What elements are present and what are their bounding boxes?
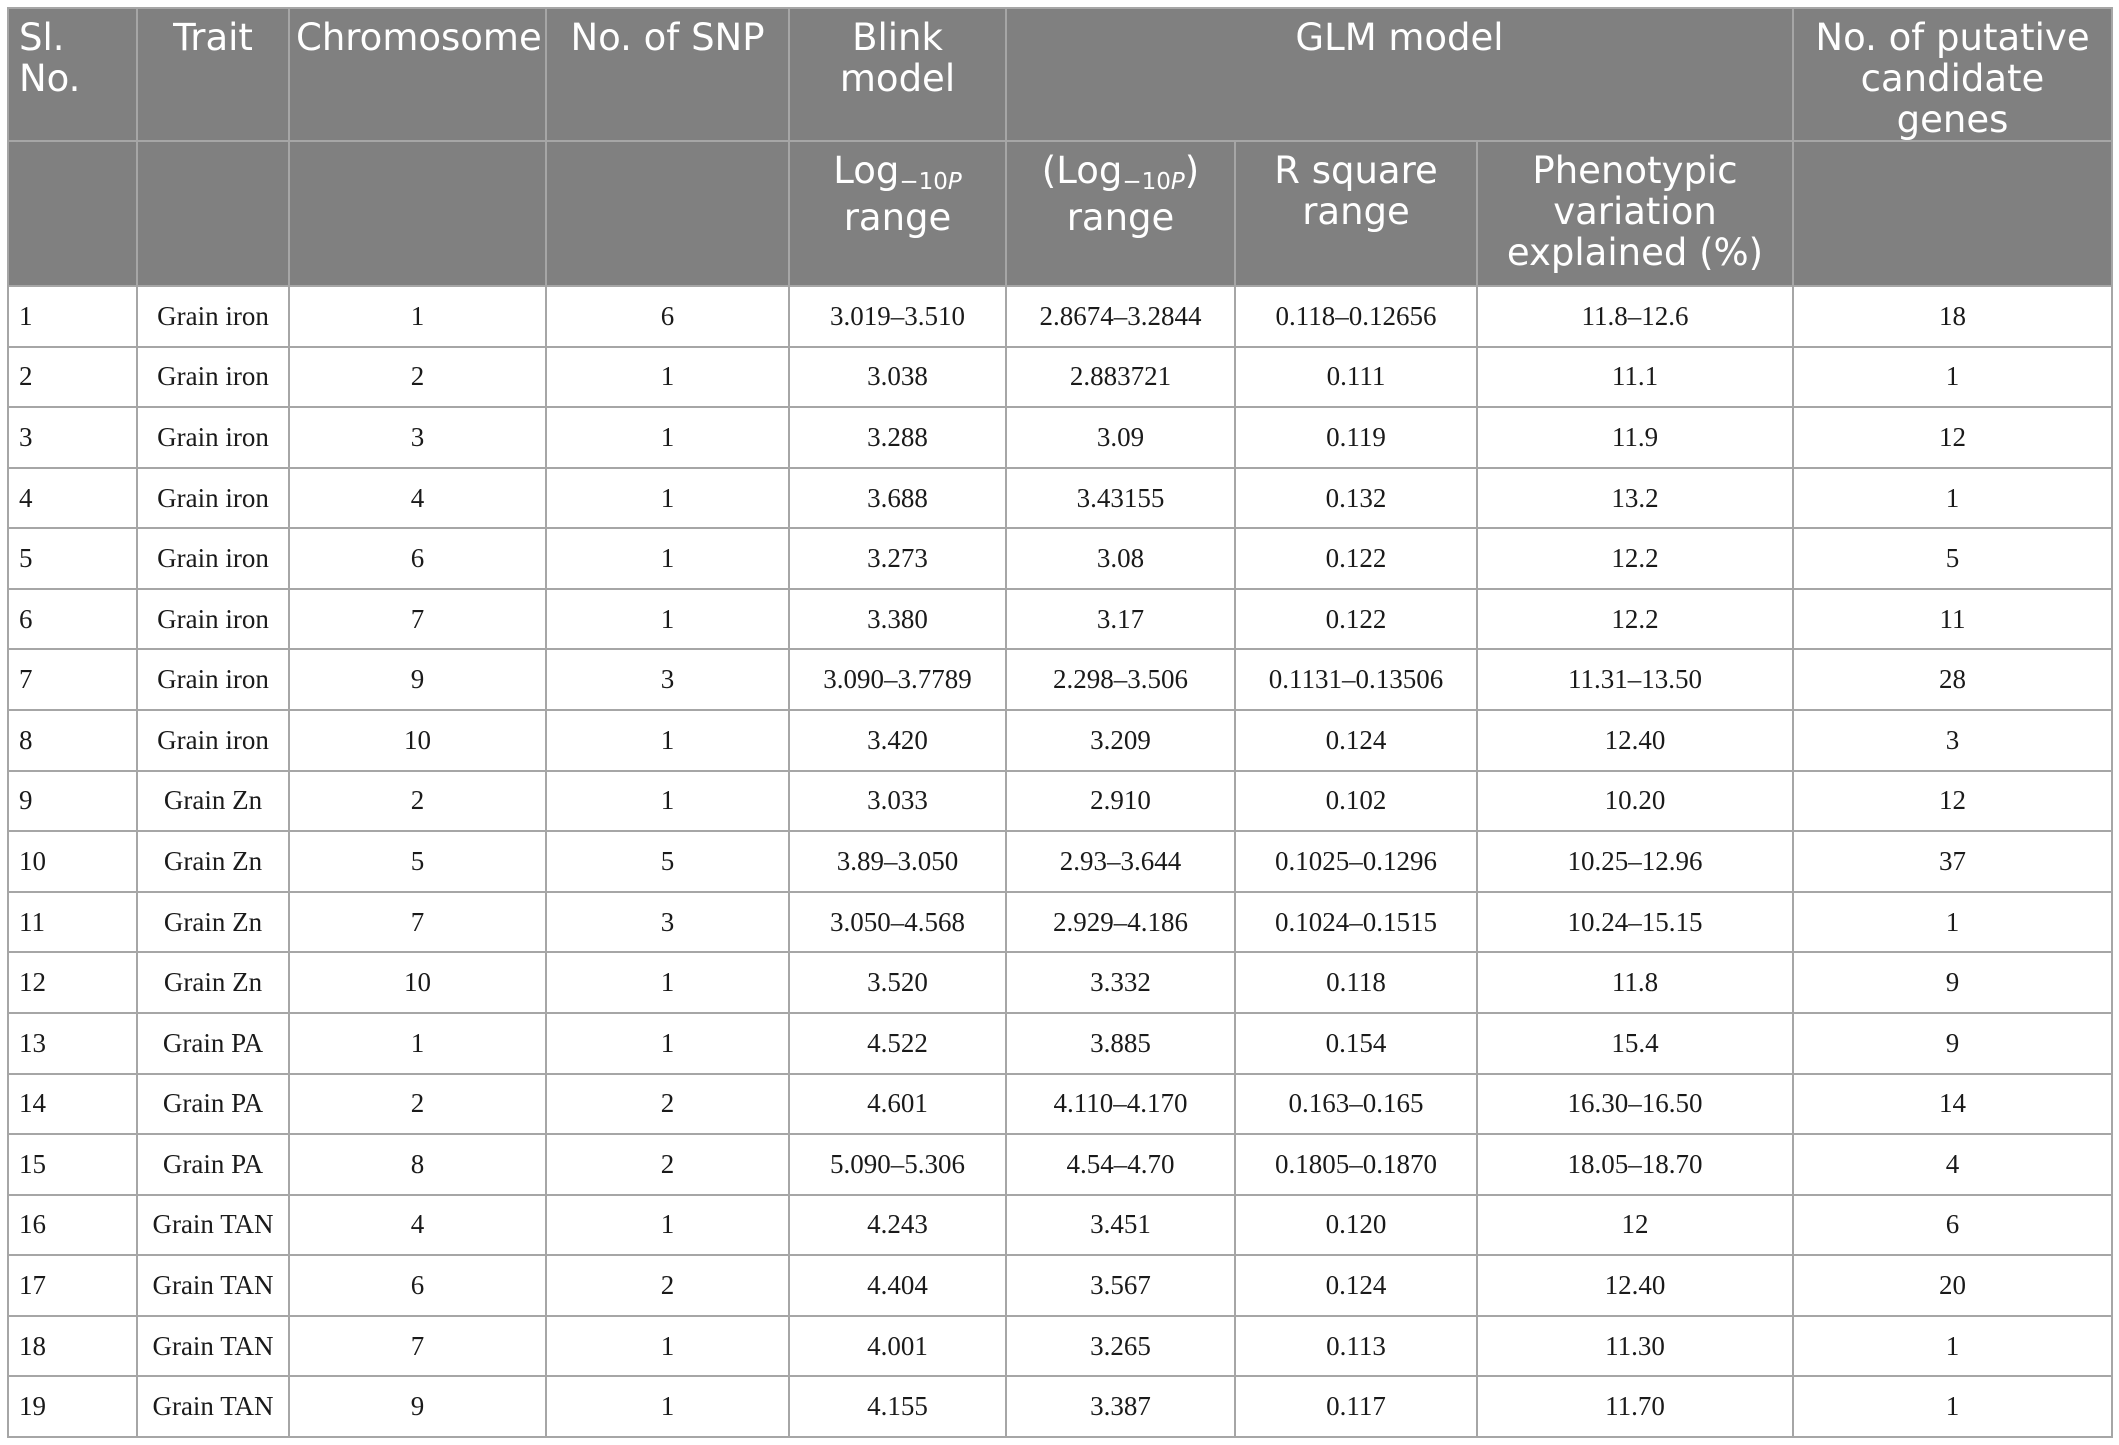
cell-blink-log-range: 3.050–4.568 bbox=[789, 892, 1006, 953]
cell-glm-log-range: 3.09 bbox=[1006, 407, 1235, 468]
cell-glm-log-range: 3.387 bbox=[1006, 1376, 1235, 1437]
cell-phenotypic-variation: 11.1 bbox=[1477, 347, 1793, 408]
blink-log-suffix: range bbox=[843, 196, 952, 239]
cell-putative-genes: 1 bbox=[1793, 1316, 2112, 1377]
header-sub-empty-3 bbox=[289, 141, 546, 286]
table-row bbox=[8, 528, 2112, 589]
cell-r-square-range: 0.154 bbox=[1235, 1013, 1477, 1074]
cell-blink-log-range: 3.288 bbox=[789, 407, 1006, 468]
cell-sl-no: 4 bbox=[8, 468, 137, 529]
table-row bbox=[8, 892, 2112, 953]
cell-sl-no: 5 bbox=[8, 528, 137, 589]
cell-trait: Grain iron bbox=[137, 347, 289, 408]
cell-no-of-snp: 6 bbox=[546, 286, 789, 347]
cell-chromosome: 9 bbox=[289, 649, 546, 710]
cell-putative-genes: 20 bbox=[1793, 1255, 2112, 1316]
table-row bbox=[8, 710, 2112, 771]
cell-trait: Grain iron bbox=[137, 528, 289, 589]
cell-putative-genes: 6 bbox=[1793, 1195, 2112, 1256]
table-row bbox=[8, 1255, 2112, 1316]
cell-sl-no: 14 bbox=[8, 1074, 137, 1135]
cell-r-square-range: 0.1805–0.1870 bbox=[1235, 1134, 1477, 1195]
cell-chromosome: 7 bbox=[289, 589, 546, 650]
cell-glm-log-range: 2.929–4.186 bbox=[1006, 892, 1235, 953]
cell-no-of-snp: 2 bbox=[546, 1074, 789, 1135]
cell-r-square-range: 0.118 bbox=[1235, 952, 1477, 1013]
cell-no-of-snp: 2 bbox=[546, 1134, 789, 1195]
cell-phenotypic-variation: 11.9 bbox=[1477, 407, 1793, 468]
cell-putative-genes: 1 bbox=[1793, 892, 2112, 953]
cell-putative-genes: 1 bbox=[1793, 1376, 2112, 1437]
cell-phenotypic-variation: 12.40 bbox=[1477, 1255, 1793, 1316]
cell-chromosome: 1 bbox=[289, 1013, 546, 1074]
cell-glm-log-range: 3.265 bbox=[1006, 1316, 1235, 1377]
cell-blink-log-range: 3.090–3.7789 bbox=[789, 649, 1006, 710]
cell-trait: Grain TAN bbox=[137, 1195, 289, 1256]
cell-r-square-range: 0.122 bbox=[1235, 528, 1477, 589]
table-row bbox=[8, 407, 2112, 468]
cell-sl-no: 9 bbox=[8, 771, 137, 832]
cell-sl-no: 10 bbox=[8, 831, 137, 892]
header-blink-log-range bbox=[789, 141, 1006, 286]
cell-sl-no: 17 bbox=[8, 1255, 137, 1316]
cell-blink-log-range: 3.273 bbox=[789, 528, 1006, 589]
cell-putative-genes: 18 bbox=[1793, 286, 2112, 347]
header-row-2 bbox=[8, 141, 2112, 286]
cell-r-square-range: 0.124 bbox=[1235, 1255, 1477, 1316]
blink-log-prefix: Log bbox=[833, 149, 900, 192]
cell-trait: Grain Zn bbox=[137, 952, 289, 1013]
cell-chromosome: 10 bbox=[289, 952, 546, 1013]
header-r-square-range: R square range bbox=[1235, 141, 1477, 286]
glm-log-prefix: (Log bbox=[1041, 149, 1123, 192]
cell-glm-log-range: 2.910 bbox=[1006, 771, 1235, 832]
header-trait: Trait bbox=[137, 8, 289, 141]
cell-phenotypic-variation: 12.2 bbox=[1477, 528, 1793, 589]
cell-glm-log-range: 3.885 bbox=[1006, 1013, 1235, 1074]
cell-chromosome: 7 bbox=[289, 892, 546, 953]
cell-chromosome: 6 bbox=[289, 528, 546, 589]
cell-r-square-range: 0.113 bbox=[1235, 1316, 1477, 1377]
table-body bbox=[8, 286, 2112, 1437]
cell-glm-log-range: 3.209 bbox=[1006, 710, 1235, 771]
header-row-1 bbox=[8, 8, 2112, 141]
cell-no-of-snp: 3 bbox=[546, 892, 789, 953]
header-sub-empty-9 bbox=[1793, 141, 2112, 286]
cell-blink-log-range: 4.522 bbox=[789, 1013, 1006, 1074]
gwas-results-table bbox=[7, 7, 2113, 1438]
cell-r-square-range: 0.118–0.12656 bbox=[1235, 286, 1477, 347]
cell-trait: Grain iron bbox=[137, 649, 289, 710]
cell-chromosome: 4 bbox=[289, 1195, 546, 1256]
cell-no-of-snp: 3 bbox=[546, 649, 789, 710]
table-header bbox=[8, 8, 2112, 286]
cell-phenotypic-variation: 16.30–16.50 bbox=[1477, 1074, 1793, 1135]
cell-sl-no: 19 bbox=[8, 1376, 137, 1437]
table-row bbox=[8, 589, 2112, 650]
table-row bbox=[8, 831, 2112, 892]
cell-chromosome: 1 bbox=[289, 286, 546, 347]
cell-trait: Grain Zn bbox=[137, 892, 289, 953]
cell-blink-log-range: 4.155 bbox=[789, 1376, 1006, 1437]
cell-trait: Grain PA bbox=[137, 1134, 289, 1195]
cell-blink-log-range: 3.033 bbox=[789, 771, 1006, 832]
cell-no-of-snp: 1 bbox=[546, 1013, 789, 1074]
cell-phenotypic-variation: 10.20 bbox=[1477, 771, 1793, 832]
cell-phenotypic-variation: 10.25–12.96 bbox=[1477, 831, 1793, 892]
header-glm-model: GLM model bbox=[1006, 8, 1793, 141]
cell-blink-log-range: 4.601 bbox=[789, 1074, 1006, 1135]
table-row bbox=[8, 468, 2112, 529]
cell-sl-no: 3 bbox=[8, 407, 137, 468]
cell-putative-genes: 9 bbox=[1793, 1013, 2112, 1074]
cell-no-of-snp: 1 bbox=[546, 1195, 789, 1256]
cell-blink-log-range: 3.038 bbox=[789, 347, 1006, 408]
table-row bbox=[8, 1376, 2112, 1437]
cell-glm-log-range: 2.883721 bbox=[1006, 347, 1235, 408]
header-chromosome: Chromosome bbox=[289, 8, 546, 141]
cell-blink-log-range: 5.090–5.306 bbox=[789, 1134, 1006, 1195]
blink-log-subscript: −10P bbox=[899, 169, 962, 195]
cell-r-square-range: 0.102 bbox=[1235, 771, 1477, 832]
cell-chromosome: 8 bbox=[289, 1134, 546, 1195]
cell-putative-genes: 12 bbox=[1793, 771, 2112, 832]
cell-no-of-snp: 1 bbox=[546, 468, 789, 529]
cell-no-of-snp: 1 bbox=[546, 589, 789, 650]
table-row bbox=[8, 771, 2112, 832]
cell-trait: Grain PA bbox=[137, 1013, 289, 1074]
cell-phenotypic-variation: 11.70 bbox=[1477, 1376, 1793, 1437]
cell-blink-log-range: 4.404 bbox=[789, 1255, 1006, 1316]
cell-sl-no: 12 bbox=[8, 952, 137, 1013]
cell-putative-genes: 28 bbox=[1793, 649, 2112, 710]
cell-sl-no: 8 bbox=[8, 710, 137, 771]
cell-chromosome: 3 bbox=[289, 407, 546, 468]
table-row bbox=[8, 1013, 2112, 1074]
cell-trait: Grain Zn bbox=[137, 831, 289, 892]
cell-putative-genes: 12 bbox=[1793, 407, 2112, 468]
header-putative-genes: No. of putative candidate genes bbox=[1793, 8, 2112, 141]
cell-no-of-snp: 1 bbox=[546, 347, 789, 408]
cell-no-of-snp: 1 bbox=[546, 1376, 789, 1437]
cell-glm-log-range: 3.43155 bbox=[1006, 468, 1235, 529]
cell-trait: Grain Zn bbox=[137, 771, 289, 832]
cell-trait: Grain iron bbox=[137, 407, 289, 468]
cell-chromosome: 4 bbox=[289, 468, 546, 529]
cell-no-of-snp: 1 bbox=[546, 528, 789, 589]
cell-no-of-snp: 1 bbox=[546, 771, 789, 832]
cell-r-square-range: 0.1025–0.1296 bbox=[1235, 831, 1477, 892]
header-no-of-snp: No. of SNP bbox=[546, 8, 789, 141]
cell-r-square-range: 0.111 bbox=[1235, 347, 1477, 408]
header-sl-no: Sl. No. bbox=[8, 8, 137, 141]
cell-sl-no: 18 bbox=[8, 1316, 137, 1377]
glm-log-suffix: range bbox=[1066, 196, 1175, 239]
cell-blink-log-range: 3.520 bbox=[789, 952, 1006, 1013]
table-row bbox=[8, 286, 2112, 347]
cell-phenotypic-variation: 15.4 bbox=[1477, 1013, 1793, 1074]
cell-phenotypic-variation: 11.31–13.50 bbox=[1477, 649, 1793, 710]
cell-phenotypic-variation: 11.8 bbox=[1477, 952, 1793, 1013]
cell-trait: Grain TAN bbox=[137, 1316, 289, 1377]
cell-chromosome: 2 bbox=[289, 1074, 546, 1135]
cell-trait: Grain PA bbox=[137, 1074, 289, 1135]
cell-blink-log-range: 4.001 bbox=[789, 1316, 1006, 1377]
cell-glm-log-range: 2.8674–3.2844 bbox=[1006, 286, 1235, 347]
cell-phenotypic-variation: 11.8–12.6 bbox=[1477, 286, 1793, 347]
cell-phenotypic-variation: 12.40 bbox=[1477, 710, 1793, 771]
cell-no-of-snp: 5 bbox=[546, 831, 789, 892]
cell-no-of-snp: 1 bbox=[546, 1316, 789, 1377]
cell-chromosome: 2 bbox=[289, 347, 546, 408]
cell-blink-log-range: 3.688 bbox=[789, 468, 1006, 529]
table-row bbox=[8, 649, 2112, 710]
cell-blink-log-range: 3.89–3.050 bbox=[789, 831, 1006, 892]
header-blink-model: Blink model bbox=[789, 8, 1006, 141]
cell-glm-log-range: 3.451 bbox=[1006, 1195, 1235, 1256]
cell-chromosome: 7 bbox=[289, 1316, 546, 1377]
cell-sl-no: 15 bbox=[8, 1134, 137, 1195]
cell-phenotypic-variation: 10.24–15.15 bbox=[1477, 892, 1793, 953]
cell-putative-genes: 1 bbox=[1793, 468, 2112, 529]
cell-r-square-range: 0.124 bbox=[1235, 710, 1477, 771]
cell-chromosome: 6 bbox=[289, 1255, 546, 1316]
glm-log-close: ) bbox=[1184, 149, 1200, 192]
cell-glm-log-range: 2.298–3.506 bbox=[1006, 649, 1235, 710]
cell-no-of-snp: 1 bbox=[546, 952, 789, 1013]
header-glm-log-range bbox=[1006, 141, 1235, 286]
table-row bbox=[8, 1195, 2112, 1256]
cell-chromosome: 9 bbox=[289, 1376, 546, 1437]
cell-putative-genes: 14 bbox=[1793, 1074, 2112, 1135]
cell-trait: Grain iron bbox=[137, 468, 289, 529]
cell-trait: Grain iron bbox=[137, 286, 289, 347]
header-sub-empty-2 bbox=[137, 141, 289, 286]
cell-sl-no: 6 bbox=[8, 589, 137, 650]
cell-trait: Grain TAN bbox=[137, 1376, 289, 1437]
cell-blink-log-range: 3.420 bbox=[789, 710, 1006, 771]
cell-putative-genes: 5 bbox=[1793, 528, 2112, 589]
cell-r-square-range: 0.119 bbox=[1235, 407, 1477, 468]
cell-chromosome: 5 bbox=[289, 831, 546, 892]
cell-putative-genes: 11 bbox=[1793, 589, 2112, 650]
cell-phenotypic-variation: 12 bbox=[1477, 1195, 1793, 1256]
cell-phenotypic-variation: 12.2 bbox=[1477, 589, 1793, 650]
cell-blink-log-range: 3.019–3.510 bbox=[789, 286, 1006, 347]
cell-putative-genes: 4 bbox=[1793, 1134, 2112, 1195]
cell-chromosome: 2 bbox=[289, 771, 546, 832]
table-row bbox=[8, 1316, 2112, 1377]
cell-r-square-range: 0.120 bbox=[1235, 1195, 1477, 1256]
cell-sl-no: 1 bbox=[8, 286, 137, 347]
cell-putative-genes: 1 bbox=[1793, 347, 2112, 408]
cell-sl-no: 13 bbox=[8, 1013, 137, 1074]
cell-sl-no: 16 bbox=[8, 1195, 137, 1256]
header-sub-empty-4 bbox=[546, 141, 789, 286]
cell-no-of-snp: 2 bbox=[546, 1255, 789, 1316]
cell-glm-log-range: 3.332 bbox=[1006, 952, 1235, 1013]
table-row bbox=[8, 952, 2112, 1013]
table-row bbox=[8, 347, 2112, 408]
cell-blink-log-range: 4.243 bbox=[789, 1195, 1006, 1256]
cell-sl-no: 2 bbox=[8, 347, 137, 408]
cell-glm-log-range: 3.08 bbox=[1006, 528, 1235, 589]
table-row bbox=[8, 1134, 2112, 1195]
cell-no-of-snp: 1 bbox=[546, 710, 789, 771]
cell-glm-log-range: 2.93–3.644 bbox=[1006, 831, 1235, 892]
cell-sl-no: 11 bbox=[8, 892, 137, 953]
cell-r-square-range: 0.117 bbox=[1235, 1376, 1477, 1437]
cell-glm-log-range: 3.567 bbox=[1006, 1255, 1235, 1316]
cell-phenotypic-variation: 11.30 bbox=[1477, 1316, 1793, 1377]
cell-putative-genes: 37 bbox=[1793, 831, 2112, 892]
cell-trait: Grain iron bbox=[137, 710, 289, 771]
cell-putative-genes: 9 bbox=[1793, 952, 2112, 1013]
cell-r-square-range: 0.1024–0.1515 bbox=[1235, 892, 1477, 953]
header-phenotypic-variation: Phenotypic variation explained (%) bbox=[1477, 141, 1793, 286]
cell-no-of-snp: 1 bbox=[546, 407, 789, 468]
header-sub-empty-1 bbox=[8, 141, 137, 286]
cell-glm-log-range: 4.54–4.70 bbox=[1006, 1134, 1235, 1195]
cell-glm-log-range: 4.110–4.170 bbox=[1006, 1074, 1235, 1135]
cell-r-square-range: 0.163–0.165 bbox=[1235, 1074, 1477, 1135]
glm-log-subscript: −10P bbox=[1122, 169, 1185, 195]
cell-trait: Grain iron bbox=[137, 589, 289, 650]
cell-r-square-range: 0.122 bbox=[1235, 589, 1477, 650]
cell-putative-genes: 3 bbox=[1793, 710, 2112, 771]
table-row bbox=[8, 1074, 2112, 1135]
cell-glm-log-range: 3.17 bbox=[1006, 589, 1235, 650]
cell-phenotypic-variation: 13.2 bbox=[1477, 468, 1793, 529]
cell-chromosome: 10 bbox=[289, 710, 546, 771]
cell-sl-no: 7 bbox=[8, 649, 137, 710]
cell-r-square-range: 0.1131–0.13506 bbox=[1235, 649, 1477, 710]
cell-blink-log-range: 3.380 bbox=[789, 589, 1006, 650]
cell-r-square-range: 0.132 bbox=[1235, 468, 1477, 529]
cell-trait: Grain TAN bbox=[137, 1255, 289, 1316]
cell-phenotypic-variation: 18.05–18.70 bbox=[1477, 1134, 1793, 1195]
